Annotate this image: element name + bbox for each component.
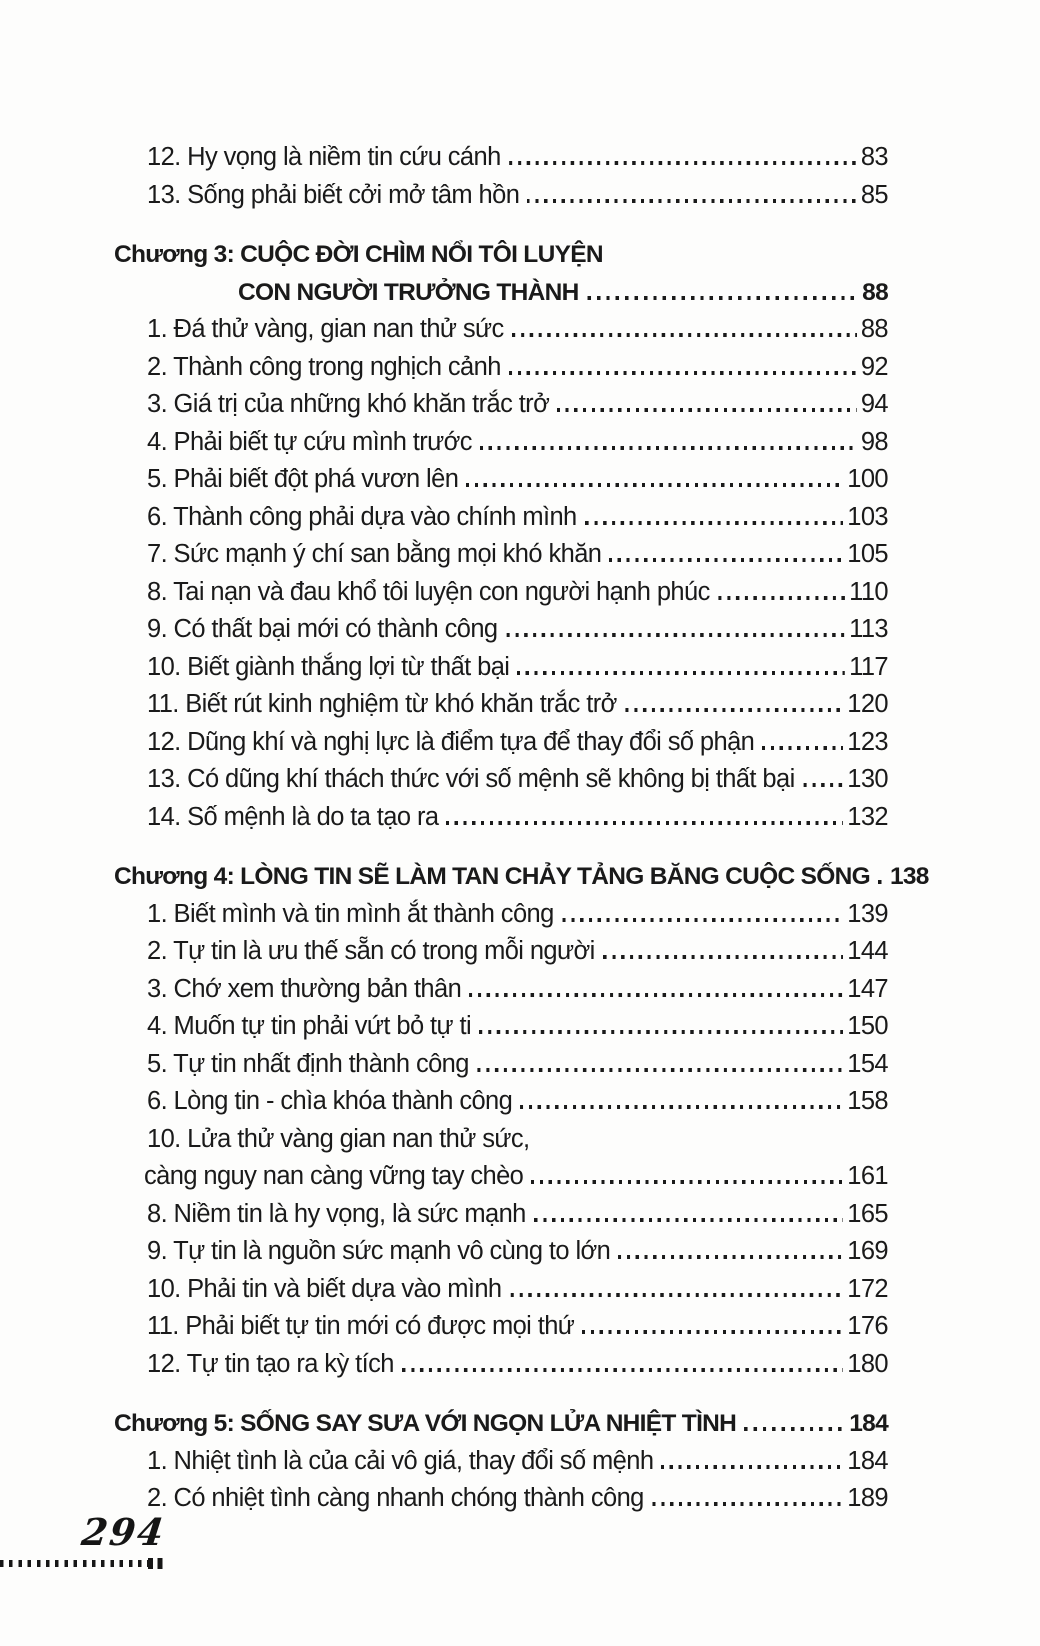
footer-page-number: 294: [79, 1510, 168, 1554]
dot-leader: [585, 521, 844, 525]
dot-leader: [762, 746, 843, 750]
dot-leader: [562, 918, 844, 922]
dot-leader: [469, 993, 843, 997]
dot-leader: [510, 1293, 844, 1297]
toc-entry-page-number: 110: [849, 577, 888, 606]
toc-entry-title: 7. Sức mạnh ý chí san bằng mọi khó khăn: [147, 540, 602, 568]
toc-item-row: [114, 1443, 888, 1481]
toc-chapter-row: [114, 858, 929, 896]
toc-item-row: [114, 424, 888, 462]
dot-leader: [803, 783, 844, 787]
toc-entry-page-number: 158: [847, 1087, 888, 1115]
toc-item-row: [114, 1121, 888, 1159]
toc-item-row: [114, 1083, 888, 1121]
dot-leader: [512, 333, 857, 337]
toc-item-row: [114, 761, 888, 799]
toc-entry-title: Chương 5: SỐNG SAY SƯA VỚI NGỌN LỬA NHIỆT TÌNH: [114, 1410, 737, 1437]
toc-item-row: [114, 1233, 888, 1271]
toc-entry-page-number: 130: [847, 765, 888, 793]
toc-item-row: [114, 349, 888, 387]
toc-entry-title: 5. Tự tin nhất định thành công: [147, 1049, 469, 1078]
toc-item-row: [114, 896, 888, 934]
toc-entry-title: 8. Niềm tin là hy vọng, là sức mạnh: [147, 1199, 526, 1228]
toc-entry-page-number: 165: [847, 1199, 888, 1228]
toc-entry-page-number: 132: [847, 802, 888, 831]
toc-entry-title: 6. Thành công phải dựa vào chính mình: [147, 502, 577, 531]
toc-item-row: [114, 177, 888, 215]
toc-item-row: [114, 649, 888, 687]
dot-leader: [878, 880, 886, 884]
toc-entry-page-number: 88: [862, 278, 888, 306]
toc-entry-title: 2. Tự tin là ưu thế sẵn có trong mỗi người: [147, 937, 595, 965]
toc-item-row: [114, 1008, 888, 1046]
toc-item-row: [114, 386, 888, 424]
toc-entry-title: 5. Phải biết đột phá vươn lên: [147, 465, 459, 493]
toc-entry-title: 13. Sống phải biết cởi mở tâm hồn: [147, 180, 520, 209]
dot-leader: [661, 1465, 843, 1469]
toc-entry-page-number: 117: [849, 652, 888, 681]
toc-entry-page-number: 161: [847, 1162, 888, 1190]
toc-entry-title: 14. Số mệnh là do ta tạo ra: [147, 802, 439, 831]
toc-entry-page-number: 147: [847, 974, 888, 1003]
toc-entry-title: 10. Lửa thử vàng gian nan thử sức,: [147, 1124, 530, 1153]
toc-item-row: [114, 1046, 888, 1084]
toc-entry-page-number: 172: [847, 1274, 888, 1303]
toc-entry-title: càng nguy nan càng vững tay chèo: [144, 1162, 524, 1190]
toc-entry-title: 6. Lòng tin - chìa khóa thành công: [147, 1087, 513, 1115]
toc-entry-page-number: 123: [847, 727, 888, 756]
toc-entry-page-number: 113: [849, 615, 888, 643]
toc-item-row: [114, 536, 888, 574]
toc-entry-title: 11. Phải biết tự tin mới có được mọi thứ: [147, 1312, 575, 1340]
dot-leader: [718, 596, 845, 600]
dot-leader: [625, 708, 843, 712]
toc-entry-title: 4. Muốn tự tin phải vứt bỏ tự ti: [147, 1012, 472, 1040]
toc-item-row: [114, 311, 888, 349]
dot-leader: [480, 446, 857, 450]
toc-item-row: [114, 1196, 888, 1234]
toc-chapter-row: [114, 1405, 888, 1443]
toc-entry-title: 3. Chớ xem thường bản thân: [147, 974, 462, 1003]
toc-entry-page-number: 105: [847, 540, 888, 568]
toc-item-row: [114, 139, 888, 177]
dot-leader: [446, 821, 843, 825]
dot-leader: [609, 558, 843, 562]
dot-leader: [509, 161, 857, 165]
toc-item-row: [114, 499, 888, 537]
toc-entry-page-number: 92: [860, 352, 888, 381]
toc-item-row: [114, 799, 888, 837]
toc-entry-page-number: 139: [847, 899, 888, 928]
toc-item-row: [114, 574, 888, 612]
toc-item-row: [114, 1158, 888, 1196]
dot-leader: [527, 199, 857, 203]
toc-item-row: [114, 933, 888, 971]
toc-entry-title: 4. Phải biết tự cứu mình trước: [147, 427, 472, 456]
dot-leader: [618, 1255, 843, 1259]
toc-entry-page-number: 189: [847, 1484, 888, 1512]
toc-entry-title: 1. Nhiệt tình là của cải vô giá, thay đổi số mệnh: [147, 1446, 654, 1475]
dot-leader: [520, 1105, 843, 1109]
toc-entry-title: 3. Giá trị của những khó khăn trắc trở: [147, 390, 550, 418]
dot-leader: [744, 1427, 845, 1431]
dot-leader: [534, 1218, 844, 1222]
toc-item-row: [114, 611, 888, 649]
toc-entry-title: 9. Tự tin là nguồn sức mạnh vô cùng to lớn: [147, 1237, 611, 1265]
dot-leader: [557, 408, 857, 412]
toc-entry-title: 10. Biết giành thắng lợi từ thất bại: [147, 652, 510, 681]
toc-entry-page-number: 144: [847, 937, 888, 965]
dot-leader: [402, 1368, 843, 1372]
toc-entry-title: 12. Hy vọng là niềm tin cứu cánh: [147, 143, 501, 171]
toc-item-row: [114, 1271, 888, 1309]
toc-entry-title: 13. Có dũng khí thách thức với số mệnh sẽ không bị thất bại: [147, 765, 795, 793]
toc-item-row: [114, 1480, 888, 1518]
toc-item-row: [114, 1346, 888, 1384]
toc-entry-page-number: 184: [849, 1410, 888, 1437]
toc-entry-title: 9. Có thất bại mới có thành công: [147, 615, 498, 643]
toc-entry-title: 1. Đá thử vàng, gian nan thử sức: [147, 315, 504, 343]
dot-leader: [587, 296, 859, 300]
toc-item-row: [114, 686, 888, 724]
toc-entry-title: Chương 4: LÒNG TIN SẼ LÀM TAN CHẢY TẢNG BĂNG CUỘC SỐNG: [114, 863, 870, 890]
toc-entry-page-number: 120: [847, 690, 888, 718]
toc-entry-page-number: 154: [847, 1049, 888, 1078]
table-of-contents: [114, 139, 929, 1518]
toc-item-row: [114, 724, 888, 762]
dot-leader: [477, 1068, 843, 1072]
dot-leader: [603, 955, 844, 959]
toc-entry-title: 12. Dũng khí và nghị lực là điểm tựa để thay đổi số phận: [147, 727, 755, 756]
toc-entry-page-number: 169: [847, 1237, 888, 1265]
dot-leader: [652, 1502, 843, 1506]
toc-entry-title: Chương 3: CUỘC ĐỜI CHÌM NỔI TÔI LUYỆN: [114, 241, 603, 268]
toc-entry-title: 2. Có nhiệt tình càng nhanh chóng thành công: [147, 1484, 644, 1512]
footer-dotted-line: [0, 1560, 148, 1567]
dot-leader: [517, 671, 845, 675]
toc-item-row: [114, 1308, 888, 1346]
dot-leader: [466, 483, 843, 487]
toc-entry-title: 12. Tự tin tạo ra kỳ tích: [147, 1349, 394, 1378]
toc-entry-page-number: 98: [860, 427, 888, 456]
toc-entry-page-number: 180: [847, 1349, 888, 1378]
toc-entry-page-number: 85: [860, 180, 888, 209]
dot-leader: [509, 371, 857, 375]
toc-entry-title: CON NGƯỜI TRƯỞNG THÀNH: [238, 278, 579, 306]
toc-entry-title: 10. Phải tin và biết dựa vào mình: [147, 1274, 502, 1303]
toc-entry-page-number: 184: [847, 1446, 888, 1475]
toc-entry-page-number: 150: [847, 1012, 888, 1040]
toc-entry-page-number: 100: [847, 465, 888, 493]
toc-entry-page-number: 138: [889, 863, 929, 890]
toc-chapter-row: [114, 274, 888, 312]
toc-entry-page-number: 83: [860, 143, 888, 171]
toc-entry-page-number: 88: [860, 315, 888, 343]
toc-item-row: [114, 971, 888, 1009]
toc-entry-title: 2. Thành công trong nghịch cảnh: [147, 352, 501, 381]
dot-leader: [531, 1180, 843, 1184]
toc-entry-page-number: 176: [847, 1312, 888, 1340]
toc-entry-page-number: 103: [847, 502, 888, 531]
toc-entry-page-number: 94: [860, 390, 888, 418]
toc-entry-title: 11. Biết rút kinh nghiệm từ khó khăn trắc trở: [147, 690, 617, 718]
dot-leader: [479, 1030, 843, 1034]
toc-chapter-row: [114, 236, 888, 274]
toc-entry-title: 8. Tai nạn và đau khổ tôi luyện con người hạnh phúc: [147, 577, 710, 606]
dot-leader: [506, 633, 846, 637]
toc-item-row: [114, 461, 888, 499]
dot-leader: [582, 1330, 843, 1334]
toc-entry-title: 1. Biết mình và tin mình ắt thành công: [147, 899, 554, 928]
